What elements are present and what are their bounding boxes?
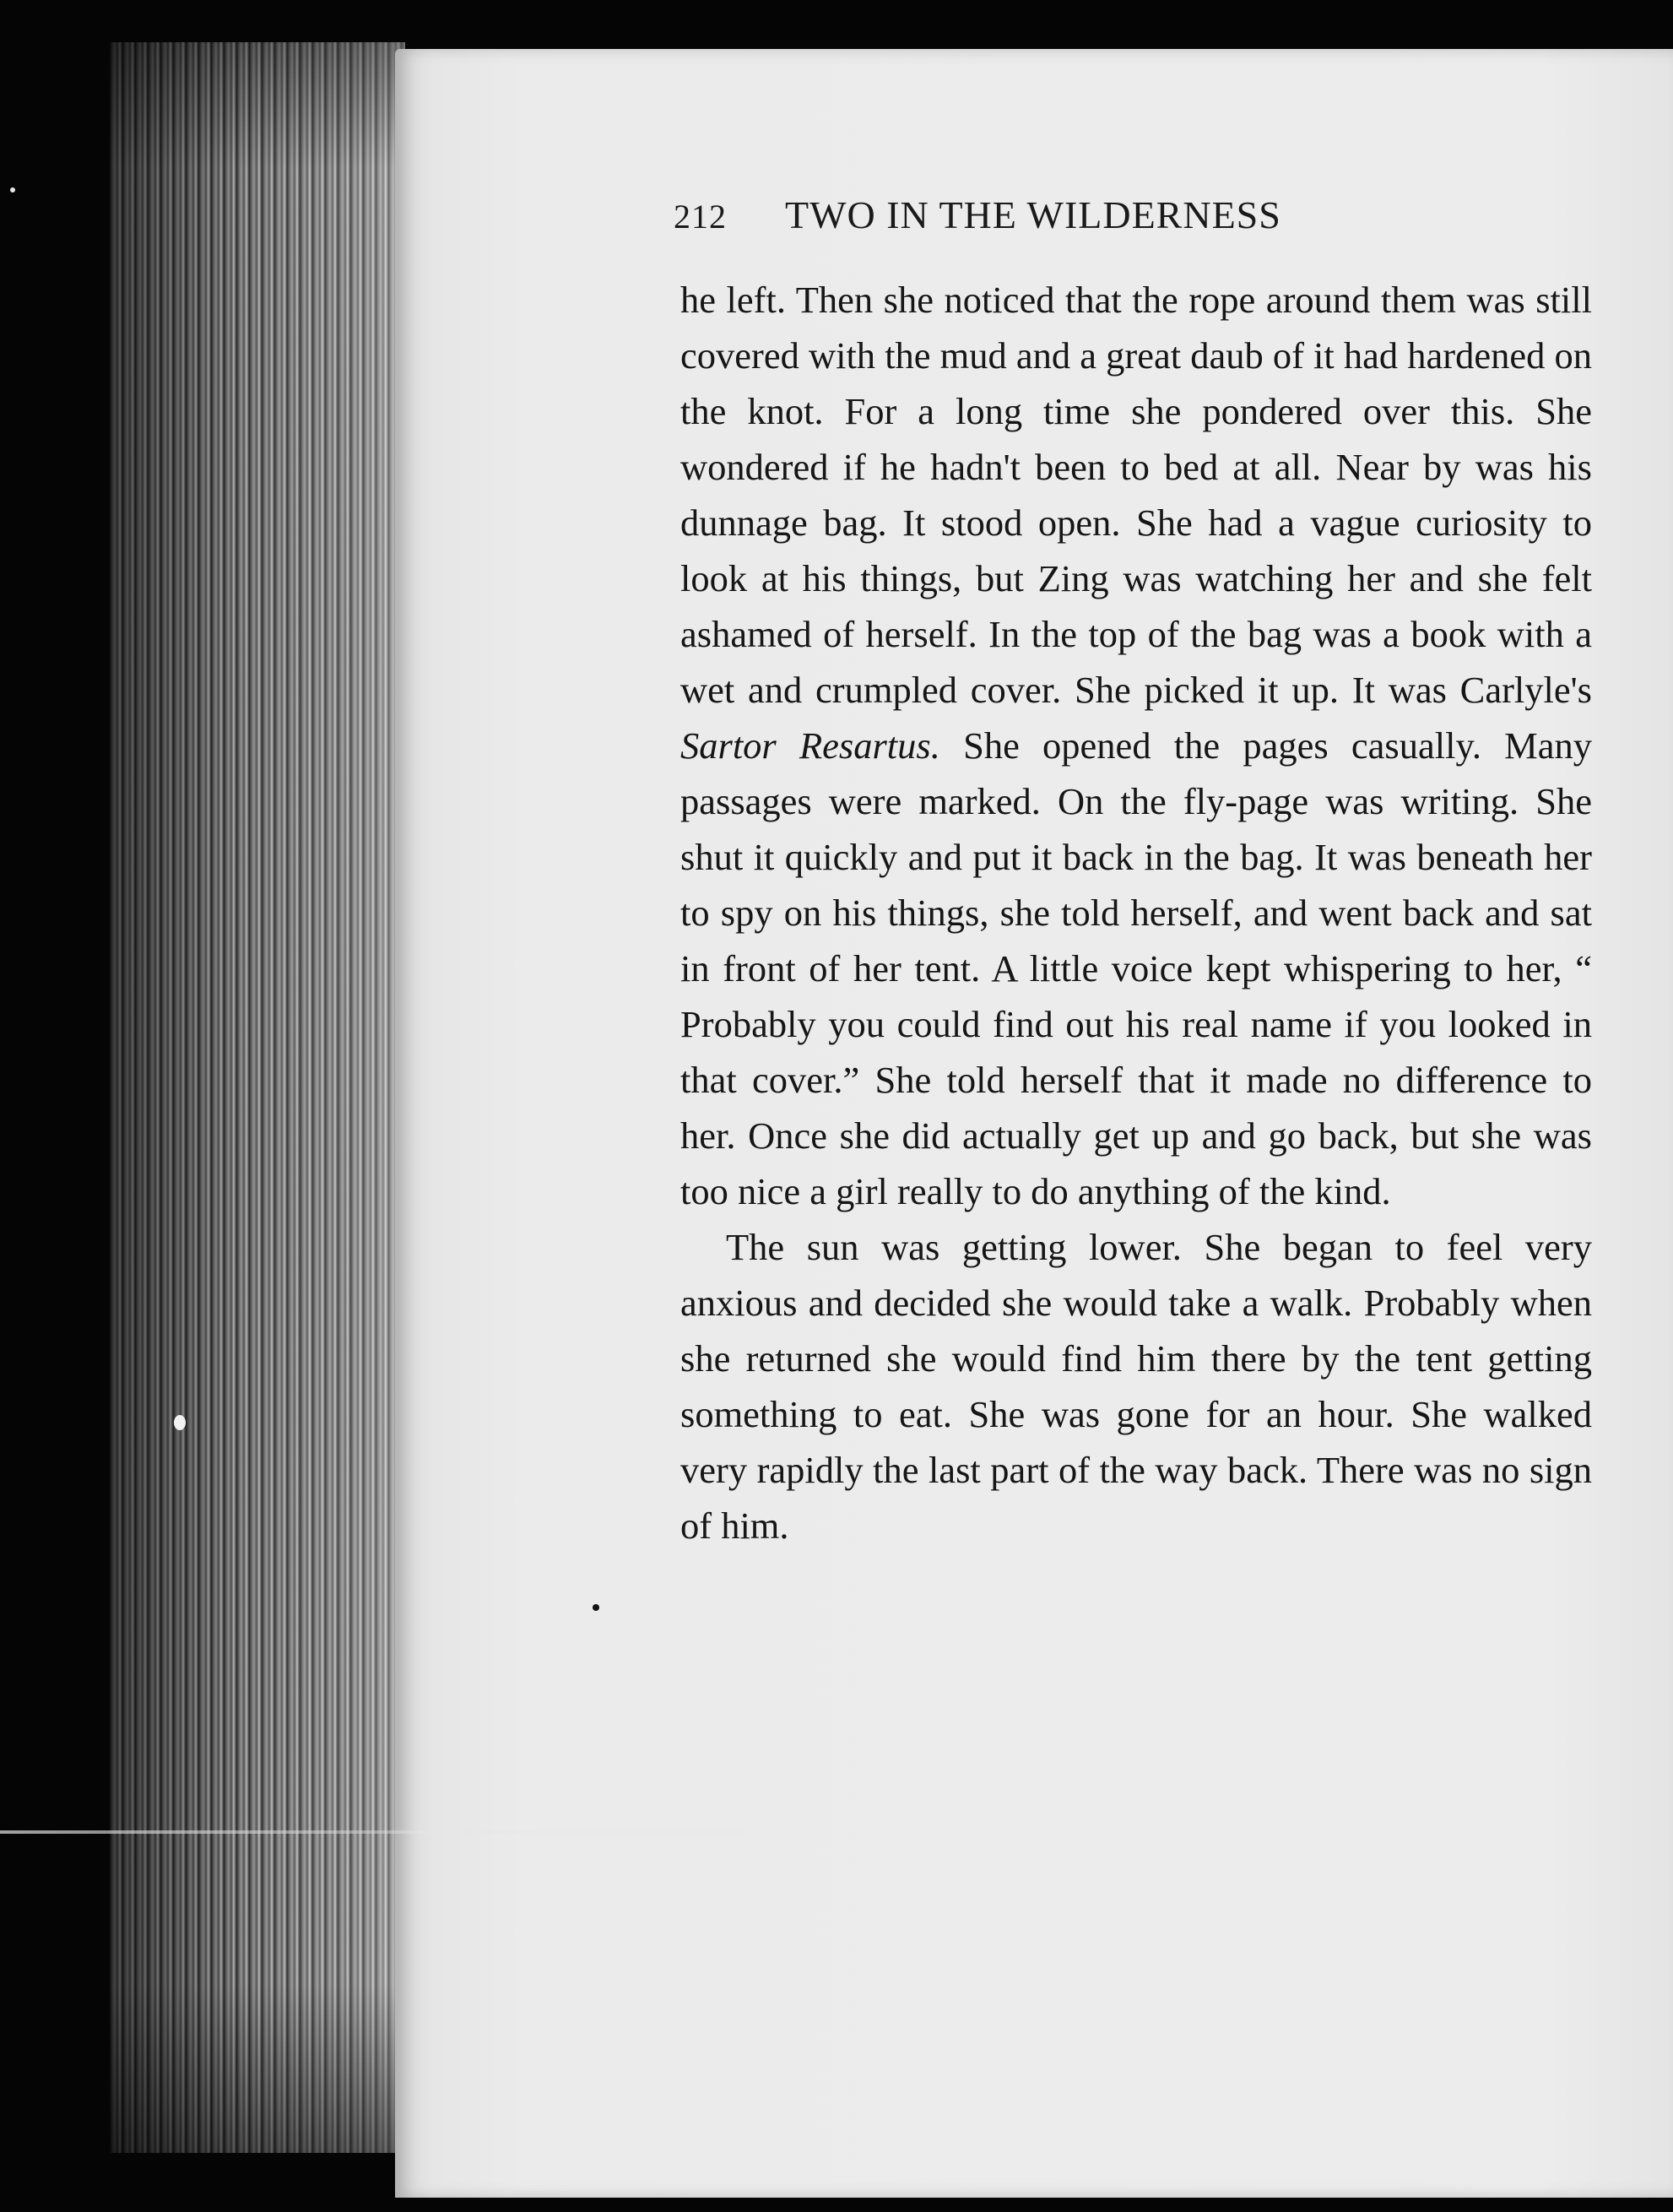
page-number: 212	[674, 198, 727, 236]
page-text	[680, 272, 1592, 1553]
book-title: TWO IN THE WILDERNESS	[785, 193, 1281, 236]
paragraph-2: The sun was getting lower. She began to feel very anxious and decided she would take a walk. Probably when she returned she would find him there by the tent getting something to eat. She was gone for an hour. She walked very rapidly the last part of the way back. There was no sign of him.	[680, 1226, 1592, 1547]
scan-speck	[10, 187, 15, 192]
scan-artifact-line	[0, 1830, 743, 1834]
book-title-italic: Sartor Resartus.	[680, 724, 940, 767]
scan-speck	[174, 1415, 186, 1430]
book-page-edges	[110, 42, 405, 2153]
paragraph-1-text-b: She opened the pages casually. Many passages were marked. On the fly-page was writing. She shut it quickly and put it back in the bag. It was beneath her to spy on his things, she told herself, and went back and sat in front of her tent. A little voice kept whispering to her, “ Probably you could find out his real name if you looked in that cover.” She told herself that it made no difference to her. Once she did actually get up and go back, but she was too nice a girl really to do anything of the kind.	[680, 724, 1593, 1212]
ink-dot	[593, 1604, 599, 1611]
running-head	[674, 192, 1450, 243]
paragraph-1-text-a: he left. Then she noticed that the rope around them was still covered with the mud and a great daub of it had hardened on the knot. For a long time she pondered over this. She wondered if he hadn't been to bed at all. Near by was his dunnage bag. It stood open. She had a vague curiosity to look at his things, but Zing was watching her and she felt ashamed of herself. In the top of the bag was a book with a wet and crumpled cover. She picked it up. It was Carlyle's	[680, 279, 1592, 711]
paragraph-1	[680, 272, 1592, 1219]
